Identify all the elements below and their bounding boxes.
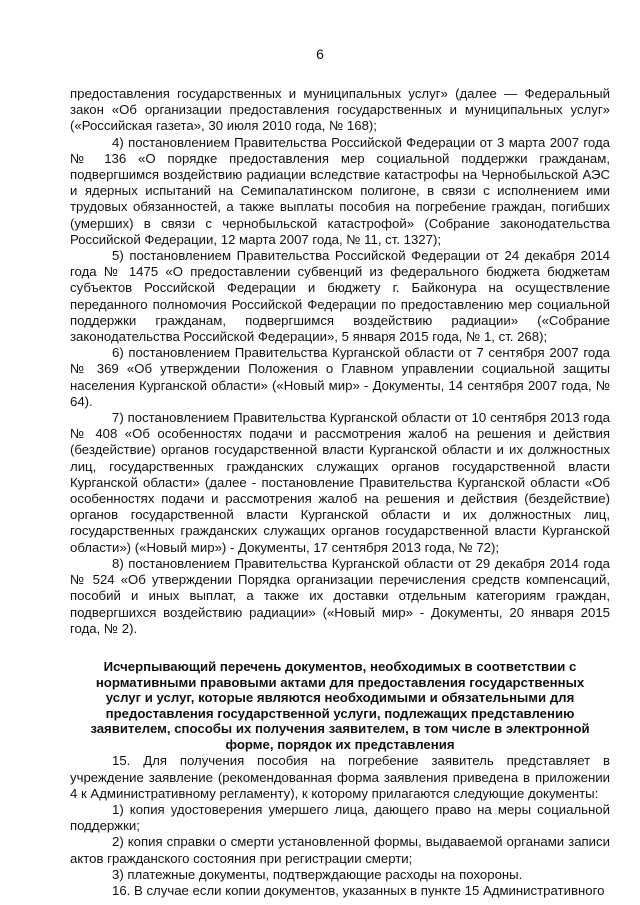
paragraph-item-4: 4) постановлением Правительства Российской Федерации от 3 марта 2007 года № 136 «О порядке предоставления мер социальной поддержки гражданам, подвергшимся воздействию радиации вследствие катастрофы на Чернобыльской АЭС и ядерных испытаний на Семипалатинском полигоне, в связи с исполнением ими трудовых обязанностей, а также выплаты пособия на погребение граждан, погибших (умерших) в связи с чернобыльской катастрофой» (Собрание законодательства Российской Федерации, 12 марта 2007 года, № 11, ст. 1327);	[70, 134, 610, 247]
paragraph-15-item-2: 2) копия справки о смерти установленной формы, выдаваемой органами записи актов гражданского состояния при регистрации смерти;	[70, 834, 610, 866]
paragraph-16: 16. В случае если копии документов, указанных в пункте 15 Административного	[112, 883, 605, 899]
paragraph-continued: предоставления государственных и муниципальных услуг» (далее — Федеральный закон «Об организации предоставления государственных и муниципальных услуг» («Российская газета», 30 июля 2010 года, № 168);	[70, 86, 610, 134]
paragraph-15-item-1: 1) копия удостоверения умершего лица, дающего право на меры социальной поддержки;	[70, 802, 610, 834]
paragraph-item-8: 8) постановлением Правительства Курганской области от 29 декабря 2014 года № 524 «Об утверждении Порядка организации перечисления средств компенсаций, пособий и иных выплат, а также их доставки отдельным категориям граждан, подвергшихся воздействию радиации» («Новый мир» - Документы, 20 января 2015 года, № 2).	[70, 555, 610, 636]
paragraph-item-5: 5) постановлением Правительства Российской Федерации от 24 декабря 2014 года № 1475 «О предоставлении субвенций из федерального бюджета бюджетам субъектов Российской Федерации и бюджету г. Байконура на осуществление переданного полномочия Российской Федерации по предоставлению мер социальной поддержки гражданам, подвергшимся воздействию радиации» («Собрание законодательства Российской Федерации», 5 января 2015 года, № 1, ст. 268);	[70, 248, 610, 345]
section-heading: Исчерпывающий перечень документов, необходимых в соответствии с нормативными правовыми актами для предоставления государственных услуг и услуг, которые являются необходимыми и обязательными для предоставления государственной услуги, подлежащих представлению заявителем, способы их получения заявителем, в том числе в электронной форме, порядок их представления	[90, 658, 590, 752]
paragraph-item-7: 7) постановлением Правительства Курганской области от 10 сентября 2013 года № 408 «Об особенностях подачи и рассмотрения жалоб на решения и действия (бездействие) органов государственной власти Курганской области и их должностных лиц, государственных гражданских служащих органов государственной власти Курганской области» (далее - постановление Правительства Курганской области «Об особенностях подачи и рассмотрения жалоб на решения и действия (бездействие) органов государственной власти Курганской области и их должностных лиц, государственных гражданских служащих органов государственной власти Курганской области») («Новый мир») - Документы, 17 сентября 2013 года, № 72);	[70, 410, 610, 555]
page-number: 6	[316, 46, 324, 62]
paragraph-15-item-3: 3) платежные документы, подтверждающие расходы на похороны.	[112, 866, 523, 882]
paragraph-item-6: 6) постановлением Правительства Курганской области от 7 сентября 2007 года № 369 «Об утверждении Положения о Главном управлении социальной защиты населения Курганской области» («Новый мир» - Документы, 14 сентября 2007 года, № 64).	[70, 345, 610, 409]
document-body	[70, 86, 610, 899]
paragraph-15: 15. Для получения пособия на погребение заявитель представляет в учреждение заявление (рекомендованная форма заявления приведена в приложении 4 к Административному регламенту), к которому прилагаются следующие документы:	[70, 753, 610, 801]
